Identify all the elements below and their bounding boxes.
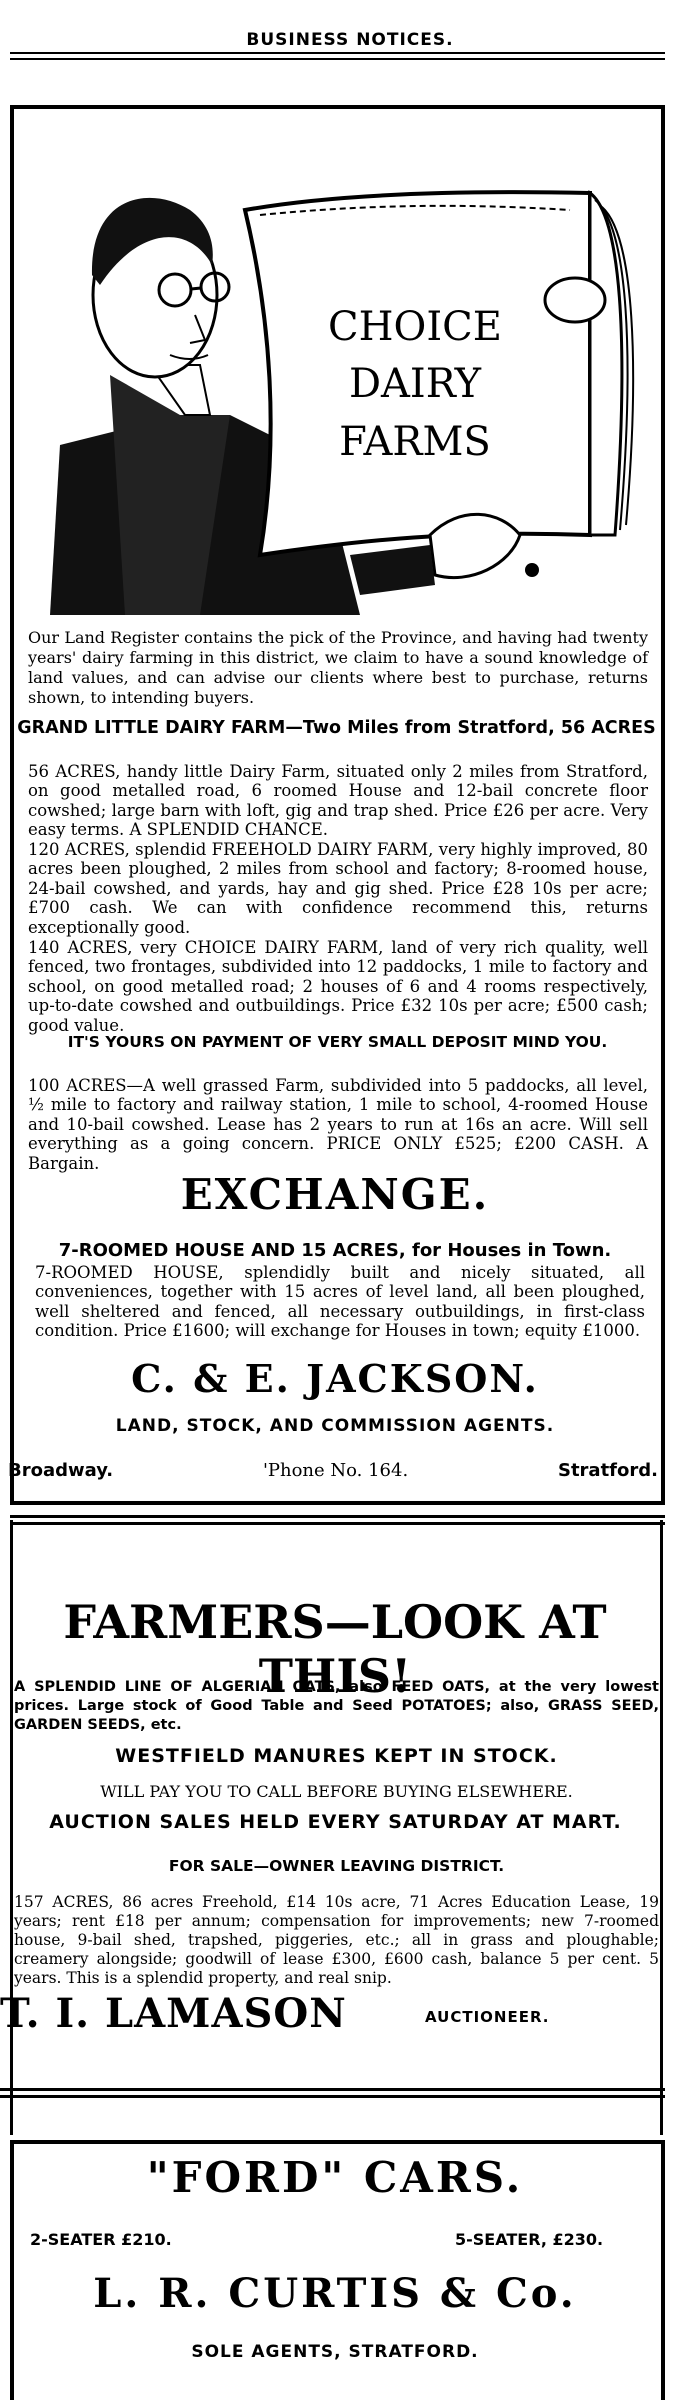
jackson-firm-name: C. & E. JACKSON. [131, 1356, 539, 1401]
curtis-subtitle: SOLE AGENTS, STRATFORD. [191, 2342, 479, 2362]
sign-line-1: CHOICE [328, 304, 502, 350]
jackson-firm-subtitle: LAND, STOCK, AND COMMISSION AGENTS. [115, 1416, 555, 1436]
curtis-two-seater-price: 2-SEATER £210. [30, 2230, 172, 2249]
jackson-footer-row [8, 1460, 658, 1481]
exchange-heading: EXCHANGE. [180, 1170, 490, 1219]
lamason-para-1: A SPLENDID LINE OF ALGERIAN OATS, also FEED OATS, at the very lowest prices. Large stock of Good Table and Seed POTATOES; also, GRASS SEED, GARDEN SEEDS, etc. [14, 1679, 659, 1733]
jackson-para-1: 56 ACRES, handy little Dairy Farm, situated only 2 miles from Stratford, on good metalled road, 6 roomed House and 12-bail concrete floor cowshed; large barn with loft, gig and trap shed. Price £26 per acre. Very easy terms. A SPLENDID CHANCE. [28, 762, 648, 840]
jackson-address: Broadway. [8, 1460, 114, 1481]
jackson-town: Stratford. [557, 1460, 658, 1481]
jackson-para-4: 100 ACRES—A well grassed Farm, subdivided into 5 paddocks, all level, ½ mile to factory and railway station, 1 mile to school, 4-roomed House and 10-bail cowshed. Lease has 2 years to run at 16s an acre. Will sell everything as a going concern. PRICE ONLY £525; £200 CASH. A Bargain. [28, 1076, 648, 1173]
jackson-intro: Our Land Register contains the pick of the Province, and having had twenty years' dairy farming in this district, we claim to have a sound knowledge of land values, and can advise our clients where best to purchase, returns shown, to intending buyers. [28, 628, 648, 707]
curtis-five-seater-price: 5-SEATER, £230. [455, 2230, 604, 2249]
lamason-headline: FARMERS—LOOK AT THIS! [63, 1595, 607, 1703]
jackson-para-5: 7-ROOMED HOUSE, splendidly built and nicely situated, all conveniences, together with 15 acres of level land, all been ploughed, well sheltered and fenced, all necessary outbuildings, in first-class condition. Price £1600; will exchange for Houses in town; equity £1000. [35, 1263, 645, 1341]
curtis-headline: "FORD" CARS. [146, 2153, 524, 2202]
header-rule-top [10, 52, 665, 54]
header-rule-bottom [10, 58, 665, 60]
jackson-phone: 'Phone No. 164. [262, 1460, 409, 1481]
lamason-call-line: WILL PAY YOU TO CALL BEFORE BUYING ELSEWHERE. [100, 1782, 573, 1801]
divider-rule-3 [0, 2088, 665, 2091]
lamason-name: T. I. LAMASON [0, 1990, 347, 2037]
sign-line-3: FARMS [339, 419, 491, 465]
curtis-firm-name: L. R. CURTIS & Co. [93, 2270, 577, 2317]
divider-rule-1 [10, 1515, 665, 1518]
lamason-manures: WESTFIELD MANURES KEPT IN STOCK. [115, 1745, 558, 1767]
lamason-title: AUCTIONEER. [425, 2008, 550, 2026]
lamason-for-sale: FOR SALE—OWNER LEAVING DISTRICT. [168, 1857, 505, 1875]
divider-rule-2 [10, 1522, 665, 1525]
divider-rule-4 [0, 2095, 665, 2098]
jackson-headline-2: IT'S YOURS ON PAYMENT OF VERY SMALL DEPOSIT MIND YOU. [67, 1033, 608, 1051]
jackson-para-3: 140 ACRES, very CHOICE DAIRY FARM, land of very rich quality, well fenced, two frontages, subdivided into 12 paddocks, 1 mile to factory and school, on good metalled road; 2 houses of 6 and 4 rooms respectively, up-to-date cowshed and outbuildings. Price £32 10s per acre; £500 cash; good value. [28, 938, 648, 1035]
jackson-para-2: 120 ACRES, splendid FREEHOLD DAIRY FARM, very highly improved, 80 acres been ploughed, 2 miles from school and factory; 8-roomed house, 24-bail cowshed, and yards, hay and gig shed. Price £28 10s per acre; £700 cash. We can with confidence recommend this, returns exceptionally good. [28, 840, 648, 937]
sign-line-2: DAIRY [348, 361, 482, 407]
lamason-auction-sales: AUCTION SALES HELD EVERY SATURDAY AT MART. [49, 1811, 622, 1833]
jackson-headline-3: 7-ROOMED HOUSE AND 15 ACRES, for Houses in Town. [58, 1240, 612, 1261]
section-header: BUSINESS NOTICES. [246, 30, 454, 50]
jackson-headline-1: GRAND LITTLE DAIRY FARM—Two Miles from Stratford, 56 ACRES [17, 718, 656, 738]
man-holding-sign-illustration [30, 115, 645, 615]
lamason-para-2: 157 ACRES, 86 acres Freehold, £14 10s acre, 71 Acres Education Lease, 19 years; rent £18 per annum; compensation for improvements; new 7-roomed house, 9-bail shed, trapshed, piggeries, etc.; all in grass and ploughable; creamery alongside; goodwill of lease £300, £600 cash, balance 5 per cent. 5 years. This is a splendid property, and real snip. [14, 1893, 659, 1987]
